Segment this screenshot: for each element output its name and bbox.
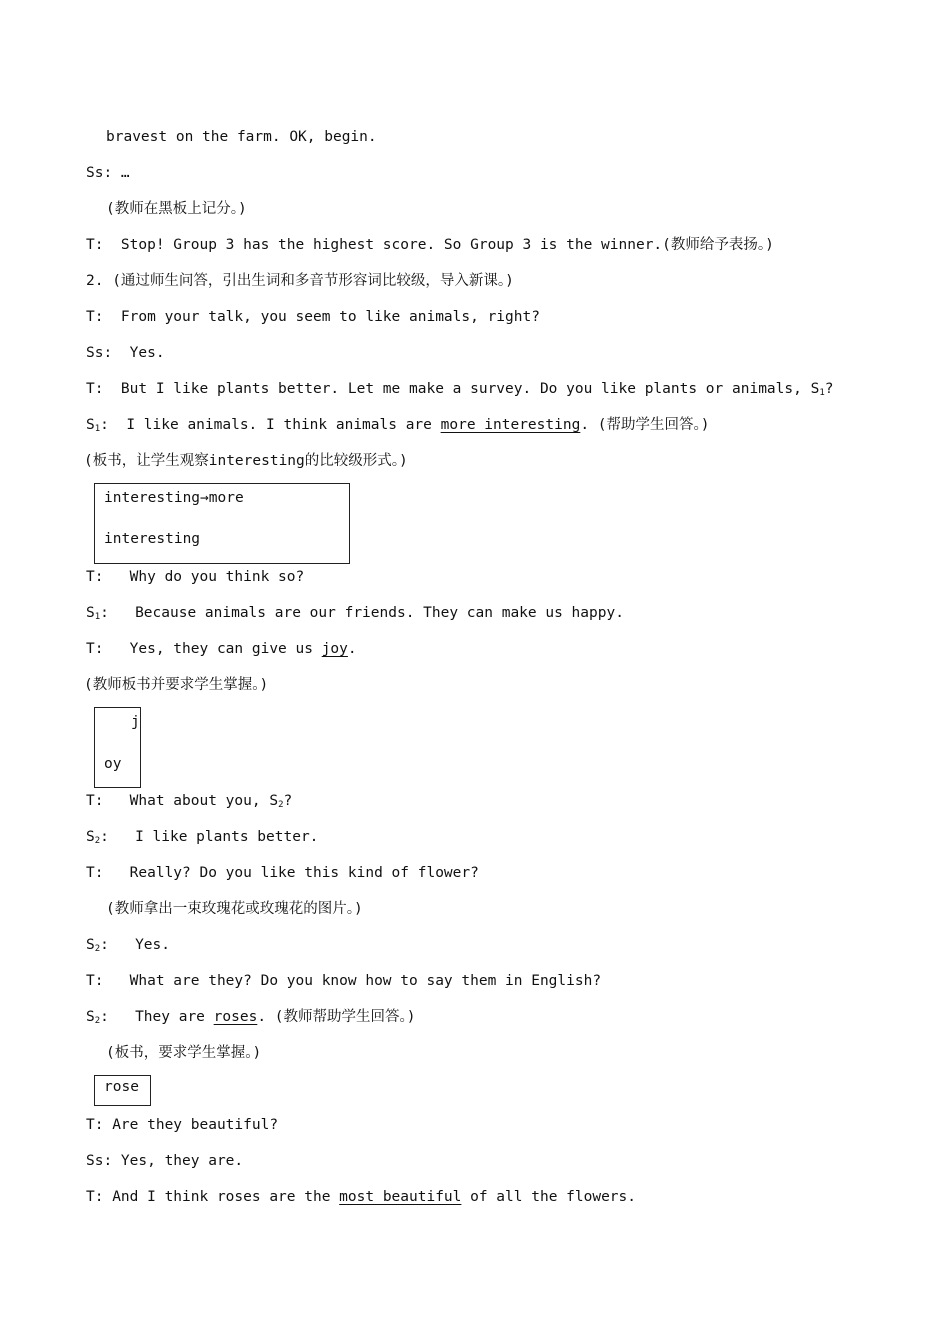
text-line: (板书，让学生观察interesting的比较级形式。): [84, 453, 408, 469]
blackboard-box: j oy: [94, 707, 141, 788]
blackboard-box: rose: [94, 1075, 151, 1106]
text-line: Ss: …: [86, 165, 130, 181]
text-line: $S_2$: I like plants better.: [86, 829, 319, 846]
text-line: T: Really? Do you like this kind of flower?: [86, 865, 479, 881]
text-line: (教师在黑板上记分。): [106, 201, 247, 217]
text-line: T: Why do you think so?: [86, 569, 305, 585]
text-line: $S_1$: I like animals. I think animals are more interesting. (帮助学生回答。): [86, 417, 710, 434]
text-line: (教师板书并要求学生掌握。): [84, 677, 269, 693]
blackboard-box: interesting→more interesting: [94, 483, 350, 564]
underlined-term: roses: [213, 1009, 258, 1025]
text-line: T: What about you, $S_2$?: [86, 793, 293, 810]
text-line: T: Yes, they can give us joy.: [86, 641, 357, 657]
text-line: Ss: Yes, they are.: [86, 1153, 244, 1169]
text-line: 2. (通过师生问答，引出生词和多音节形容词比较级，导入新课。): [86, 273, 514, 289]
text-line: Ss: Yes.: [86, 345, 165, 361]
text-line: $S_2$: Yes.: [86, 937, 170, 954]
text-line: $S_2$: They are roses. (教师帮助学生回答。): [86, 1009, 416, 1026]
underlined-term: more interesting: [440, 417, 581, 433]
text-line: (板书，要求学生掌握。): [106, 1045, 262, 1061]
text-line: T: But I like plants better. Let me make a survey. Do you like plants or animals, $S_1$?: [86, 381, 834, 398]
text-line: (教师拿出一束玫瑰花或玫瑰花的图片。): [106, 901, 363, 917]
text-line: T: From your talk, you seem to like animals, right?: [86, 309, 540, 325]
underlined-term: most beautiful: [339, 1189, 462, 1205]
text-line: T: What are they? Do you know how to say them in English?: [86, 973, 602, 989]
text-line: T: And I think roses are the most beautiful of all the flowers.: [86, 1189, 636, 1205]
text-line: T: Stop! Group 3 has the highest score. So Group 3 is the winner.(教师给予表扬。): [86, 237, 774, 253]
text-line: bravest on the farm. OK, begin.: [106, 129, 377, 145]
underlined-term: joy: [321, 641, 348, 657]
text-line: T: Are they beautiful?: [86, 1117, 279, 1133]
text-line: $S_1$: Because animals are our friends. They can make us happy.: [86, 605, 624, 622]
